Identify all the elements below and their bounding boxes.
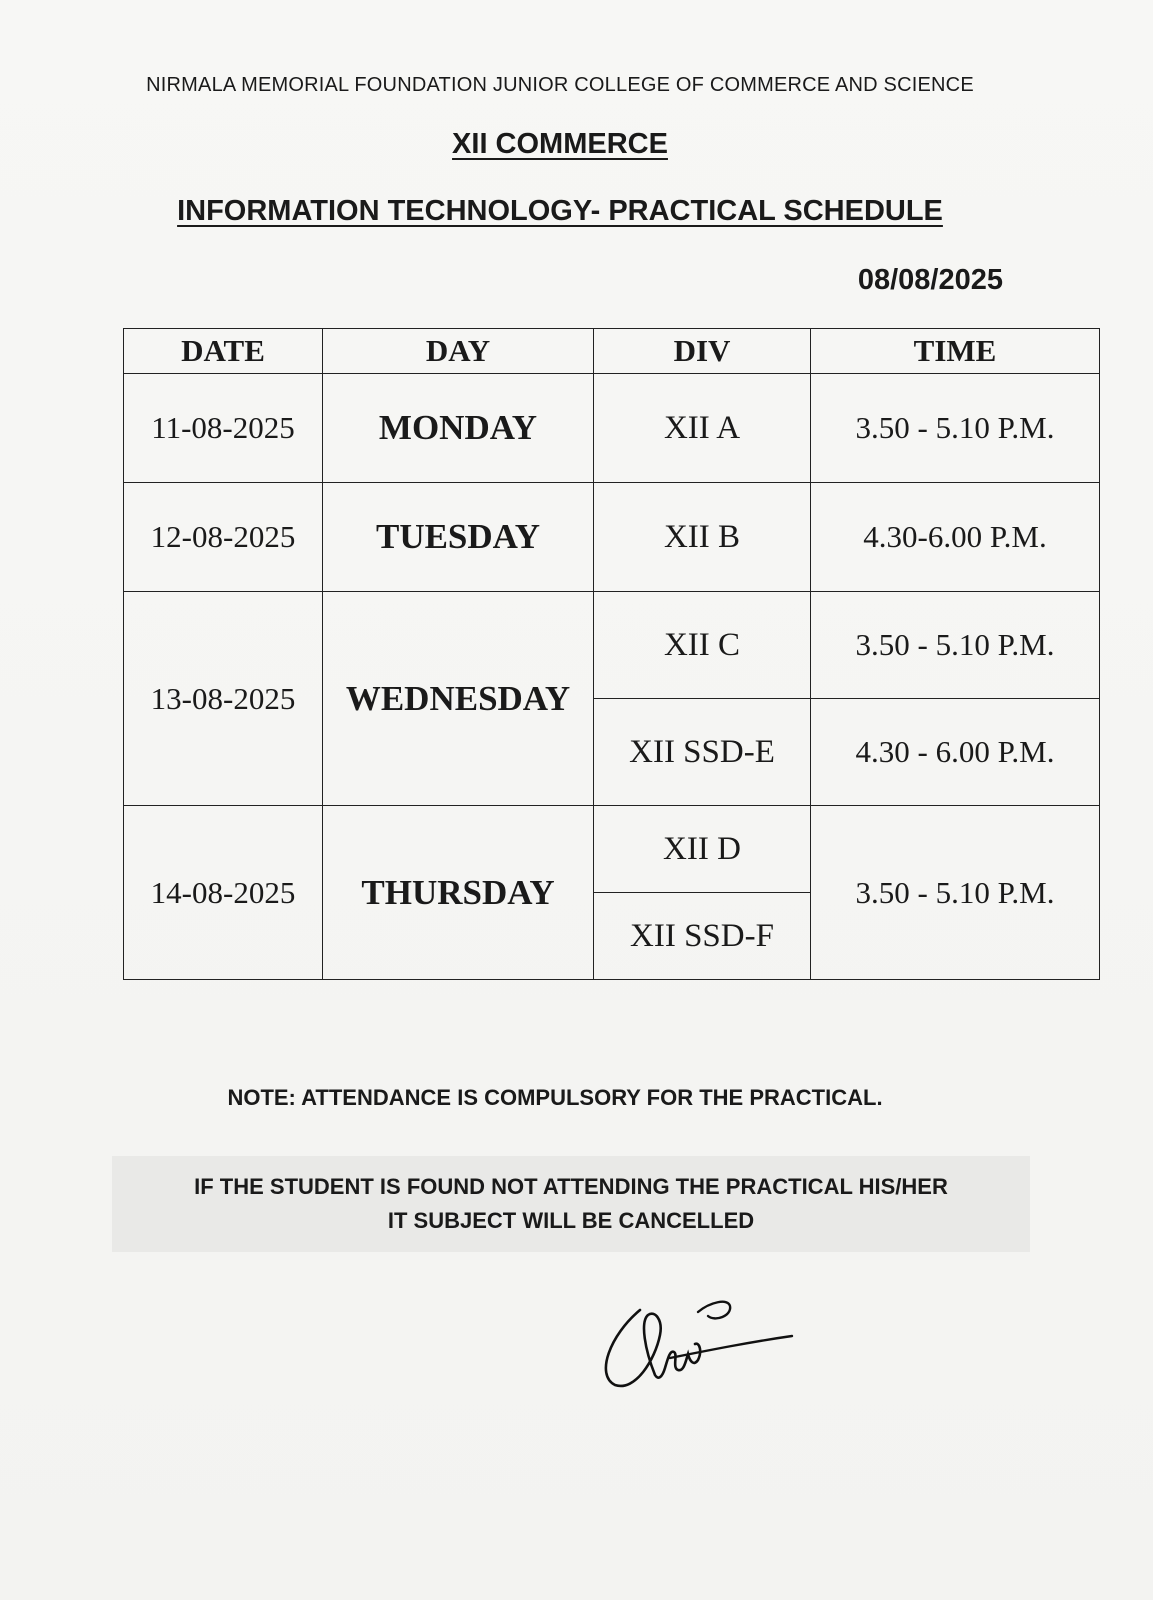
schedule-table-wrapper <box>123 328 1100 980</box>
date-cell: 14-08-2025 <box>124 806 323 980</box>
time-cell: 3.50 - 5.10 P.M. <box>811 374 1100 483</box>
warning-line-1: IF THE STUDENT IS FOUND NOT ATTENDING THE PRACTICAL HIS/HER <box>194 1174 948 1199</box>
issue-date: 08/08/2025 <box>857 264 1003 296</box>
div-cell: XII B <box>594 483 811 592</box>
column-header-day: DAY <box>323 329 594 374</box>
day-cell: WEDNESDAY <box>323 592 594 806</box>
date-cell: 11-08-2025 <box>124 374 323 483</box>
column-header-date: DATE <box>124 329 323 374</box>
time-cell: 3.50 - 5.10 P.M. <box>811 592 1100 699</box>
class-title <box>0 128 1120 161</box>
table-row <box>124 374 1100 483</box>
schedule-title <box>0 195 1120 228</box>
table-row <box>124 806 1100 893</box>
table-header-row <box>124 329 1100 374</box>
column-header-time: TIME <box>811 329 1100 374</box>
time-cell: 3.50 - 5.10 P.M. <box>811 806 1100 980</box>
column-header-div: DIV <box>594 329 811 374</box>
table-row <box>124 592 1100 699</box>
day-cell: TUESDAY <box>323 483 594 592</box>
college-name: NIRMALA MEMORIAL FOUNDATION JUNIOR COLLEGE OF COMMERCE AND SCIENCE <box>146 74 974 96</box>
warning-box <box>112 1156 1030 1252</box>
div-cell: XII SSD-E <box>594 699 811 806</box>
table-row <box>124 483 1100 592</box>
div-cell: XII A <box>594 374 811 483</box>
warning-line-2: IT SUBJECT WILL BE CANCELLED <box>387 1208 755 1233</box>
signature-icon <box>600 1280 800 1400</box>
date-cell: 12-08-2025 <box>124 483 323 592</box>
div-cell: XII C <box>594 592 811 699</box>
class-title-text: XII COMMERCE <box>452 128 668 160</box>
day-cell: THURSDAY <box>323 806 594 980</box>
time-cell: 4.30 - 6.00 P.M. <box>811 699 1100 806</box>
div-cell: XII D <box>594 806 811 893</box>
time-cell: 4.30-6.00 P.M. <box>811 483 1100 592</box>
day-cell: MONDAY <box>323 374 594 483</box>
schedule-table <box>123 328 1100 980</box>
schedule-title-text: INFORMATION TECHNOLOGY- PRACTICAL SCHEDULE <box>177 195 943 227</box>
div-cell: XII SSD-F <box>594 893 811 980</box>
attendance-note: NOTE: ATTENDANCE IS COMPULSORY FOR THE PRACTICAL. <box>227 1085 883 1110</box>
date-cell: 13-08-2025 <box>124 592 323 806</box>
